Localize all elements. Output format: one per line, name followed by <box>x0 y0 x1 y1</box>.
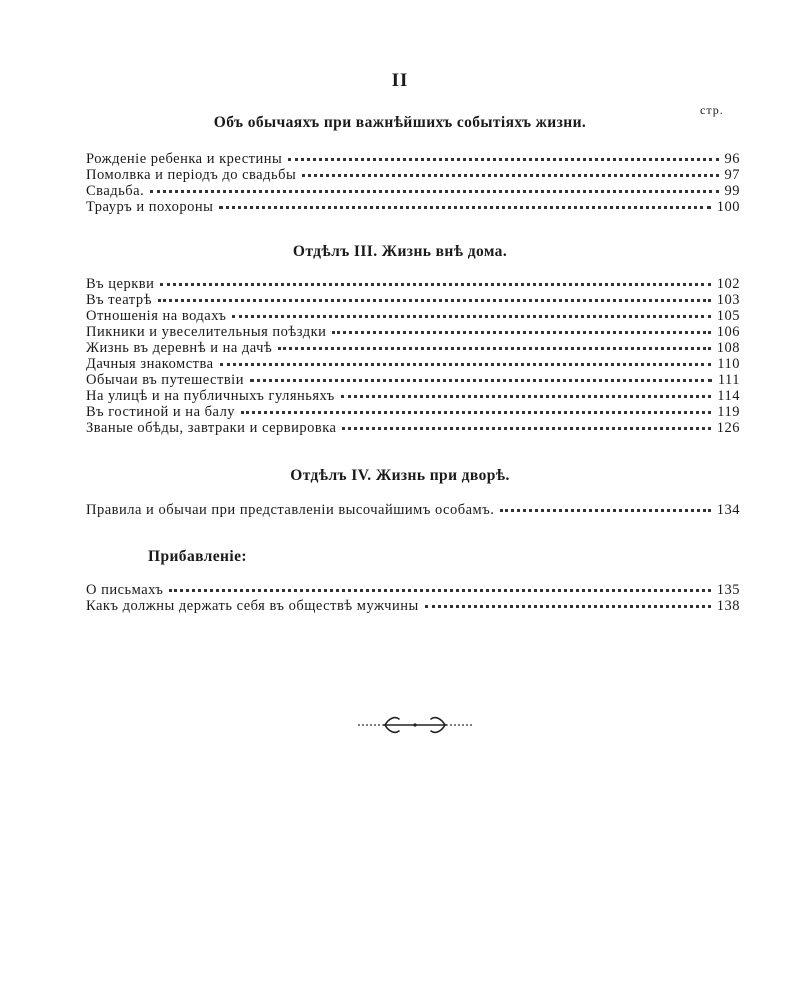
toc-entry-page: 99 <box>724 183 740 199</box>
toc-entry-title: Отношенія на водахъ <box>86 308 227 324</box>
toc-entry-title: Обычаи въ путешествіи <box>86 372 244 388</box>
dot-leader <box>220 353 712 366</box>
dot-leader <box>425 595 711 608</box>
section-heading: Отдѣлъ III. Жизнь внѣ дома. <box>292 243 508 260</box>
toc-entry-title: Дачныя знакомства <box>86 356 214 372</box>
toc-entry-page: 134 <box>716 502 740 518</box>
dot-leader <box>232 305 710 318</box>
toc-entry-title: Какъ должны держать себя въ обществѣ мужчины <box>86 598 419 614</box>
toc-entry-page: 114 <box>717 388 740 404</box>
toc-entry-page: 102 <box>716 276 740 292</box>
toc-entry-title: Въ театрѣ <box>86 292 152 308</box>
page-column-label: стр. <box>700 103 724 117</box>
toc-list <box>86 150 740 214</box>
toc-entry-title: Рожденіе ребенка и крестины <box>86 151 283 167</box>
toc-entry-page: 110 <box>717 356 740 372</box>
dot-leader <box>342 417 710 430</box>
toc-list <box>86 581 740 613</box>
dot-leader <box>250 369 712 382</box>
toc-entry-page: 96 <box>724 151 740 167</box>
toc-entry-page: 108 <box>716 340 740 356</box>
toc-entry-title: Званые обѣды, завтраки и сервировка <box>86 420 337 436</box>
toc-entry <box>86 501 740 517</box>
toc-entry-page: 138 <box>716 598 740 614</box>
toc-entry-page: 119 <box>717 404 740 420</box>
toc-entry-title: Правила и обычаи при представленіи высочайшимъ особамъ. <box>86 502 495 518</box>
toc-list <box>86 501 740 517</box>
toc-entry-title: Пикники и увеселительныя поѣздки <box>86 324 327 340</box>
dot-leader <box>169 579 710 592</box>
toc-entry-page: 126 <box>716 420 740 436</box>
section-heading: Объ обычаяхъ при важнѣйшихъ событіяхъ жизни. <box>213 114 587 131</box>
toc-entry-title: Трауръ и похороны <box>86 199 214 215</box>
toc-entry-title: О письмахъ <box>86 582 164 598</box>
toc-entry <box>86 419 740 435</box>
dot-leader <box>288 148 718 161</box>
dot-leader <box>302 164 718 177</box>
toc-entry-page: 105 <box>716 308 740 324</box>
toc-entry-title: Жизнь въ деревнѣ и на дачѣ <box>86 340 273 356</box>
dot-leader <box>332 321 710 334</box>
dot-leader <box>158 289 711 302</box>
toc-entry-title: Помолвка и періодъ до свадьбы <box>86 167 297 183</box>
toc-entry-title: Свадьба. <box>86 183 145 199</box>
toc-entry-page: 100 <box>716 199 740 215</box>
dot-leader <box>278 337 710 350</box>
section-heading: Прибавленіе: <box>148 548 247 565</box>
dot-leader <box>150 180 718 193</box>
flourish-divider-icon <box>355 710 475 740</box>
toc-entry-title: На улицѣ и на публичныхъ гуляньяхъ <box>86 388 335 404</box>
dot-leader <box>219 196 710 209</box>
dot-leader <box>500 499 710 512</box>
toc-entry-page: 106 <box>716 324 740 340</box>
dot-leader <box>160 273 710 286</box>
toc-entry <box>86 198 740 214</box>
toc-entry-title: Въ гостиной и на балу <box>86 404 236 420</box>
toc-entry-page: 135 <box>716 582 740 598</box>
toc-entry-page: 103 <box>716 292 740 308</box>
toc-entry-page: 97 <box>724 167 740 183</box>
toc-entry-title: Въ церкви <box>86 276 155 292</box>
dot-leader <box>341 385 712 398</box>
dot-leader <box>241 401 711 414</box>
toc-entry-page: 111 <box>717 372 740 388</box>
toc-entry <box>86 597 740 613</box>
toc-list <box>86 275 740 435</box>
section-heading: Отдѣлъ IV. Жизнь при дворѣ. <box>290 467 510 484</box>
page-number: II <box>391 70 409 91</box>
